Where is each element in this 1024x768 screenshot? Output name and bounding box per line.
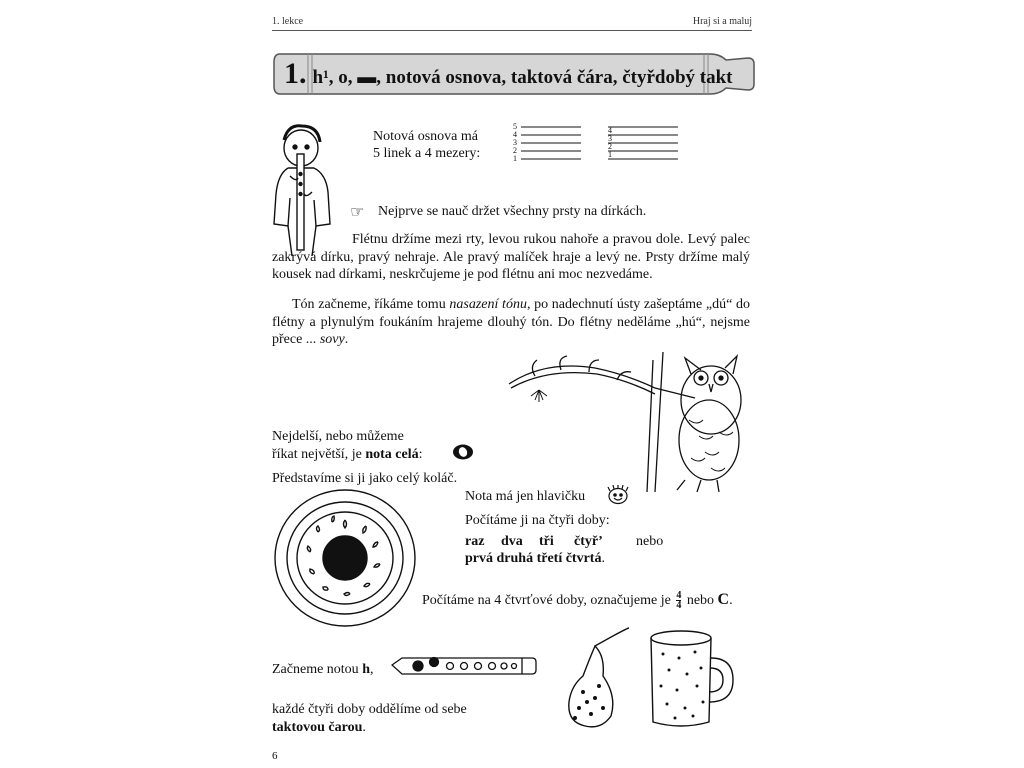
- pear-illustration: [565, 626, 640, 730]
- staff-line-number-5: 5: [513, 122, 517, 131]
- p2-part3: .: [344, 332, 349, 347]
- whole-note-line1: Nejdelší, nebo můžeme: [272, 429, 404, 444]
- owl-on-branch-illustration: [505, 340, 755, 492]
- p2-italic-owls: sovy: [319, 332, 345, 347]
- staff-intro-line1: Notová osnova má: [373, 129, 478, 144]
- count-word-1: raz: [465, 534, 485, 549]
- smiley-note-head-icon: [606, 485, 630, 505]
- barline-term: taktovou čarou: [272, 720, 363, 735]
- header-rule: [272, 30, 752, 31]
- meter-prefix: Počítáme na 4 čtvrťové doby, označujeme je: [422, 593, 671, 608]
- p2-italic-term: nasazení tónu: [449, 297, 527, 312]
- staff-line-number-2: 2: [513, 146, 517, 155]
- common-time-symbol: C: [717, 591, 730, 608]
- lesson-number: 1.: [284, 57, 307, 90]
- staff-space-number-4: 4: [608, 126, 612, 135]
- staff-line-number-1: 1: [513, 154, 517, 163]
- time-signature: [676, 591, 681, 610]
- staff-space-lines: [608, 122, 680, 166]
- staff-space-number-3: 3: [608, 134, 612, 143]
- count-row2-suffix: .: [601, 551, 605, 566]
- staff-lines: [521, 122, 583, 166]
- whole-note-line2: [272, 446, 422, 463]
- time-signature-numerator: 4: [676, 590, 682, 602]
- mug-illustration: [645, 628, 737, 730]
- whole-note-line2-suffix: :: [418, 447, 423, 462]
- series-label: Hraj si a maluj: [692, 16, 752, 27]
- staff-line-number-3: 3: [513, 138, 517, 147]
- staff-line-number-4: 4: [513, 130, 517, 139]
- staff-space-number-1: 1: [608, 150, 612, 159]
- flute-fingering-h-icon: [390, 652, 538, 678]
- note-h-prefix: Začneme notou: [272, 662, 363, 677]
- count-or: nebo: [636, 534, 664, 549]
- paragraph-holding-flute: Flétnu držíme mezi rty, levou rukou nahoře a pravou dole. Levý palec zakrývá dírku, pravý nehraje. Ale pravý malíček hraje a levý ne. Prsty držíme malý kousek nad dírkami, neskrčujeme je pod flétnu ani moc nezvedáme.: [272, 232, 750, 282]
- cake-plate-illustration: [270, 486, 420, 631]
- note-h-line: [272, 661, 373, 678]
- count-row2: [465, 550, 605, 567]
- meter-suffix: .: [729, 593, 733, 608]
- meter-or: nebo: [686, 593, 715, 608]
- count-word-3: tři: [539, 534, 554, 549]
- count-word-2: dva: [501, 534, 523, 549]
- counting-line1: Nota má jen hlavičku: [465, 489, 586, 504]
- staff-space-number-2: 2: [608, 142, 612, 151]
- title-text: h¹, o, ▬, notová osnova, taktová čára, čtyřdobý takt: [312, 67, 733, 88]
- meter-line: [422, 591, 733, 610]
- staff-lines-diagram: [513, 122, 583, 166]
- tip-text: Nejprve se nauč držet všechny prsty na dírkách.: [378, 204, 647, 219]
- whole-note-cake-line: Představíme si ji jako celý koláč.: [272, 471, 458, 486]
- counting-line2: Počítáme ji na čtyři doby:: [465, 513, 610, 528]
- barline-line2: [272, 719, 366, 736]
- count-row2-words: prvá druhá třetí čtvrtá: [465, 551, 602, 566]
- whole-note-term: nota celá: [365, 447, 419, 462]
- staff-intro-line2: 5 linek a 4 mezery:: [373, 146, 481, 161]
- staff-spaces-diagram: [608, 122, 680, 166]
- pointing-hand-icon: ☞: [350, 202, 365, 221]
- time-signature-denominator: 4: [676, 600, 682, 612]
- lesson-label: 1. lekce: [272, 16, 304, 27]
- note-h-name: h: [362, 662, 370, 677]
- page-title: [284, 55, 733, 97]
- p2-part2: , po nadechnutí ústy zašeptáme „dú“ do flétny a plynulým foukáním hrajeme dlouhý tón. Do flétny neděláme „hú“, nejsme přece ...: [272, 297, 751, 347]
- barline-suffix: .: [362, 720, 366, 735]
- barline-line1: každé čtyři doby oddělíme od sebe: [272, 702, 467, 717]
- count-word-4: čtyř’: [574, 534, 603, 549]
- whole-note-line2-prefix: říkat největší, je: [272, 447, 366, 462]
- whole-note-icon: [452, 443, 474, 461]
- page-number: 6: [272, 750, 278, 762]
- p2-part1: Tón začneme, říkáme tomu: [292, 297, 450, 312]
- note-h-suffix: ,: [369, 662, 374, 677]
